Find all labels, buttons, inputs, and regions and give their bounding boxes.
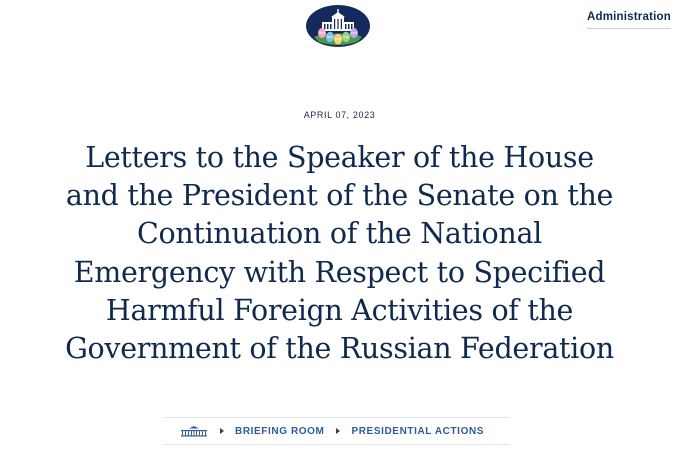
breadcrumb-home-link[interactable]: [180, 425, 208, 437]
caret-right-icon: [220, 428, 224, 434]
article-title-line: Continuation of the National: [137, 217, 542, 251]
white-house-easter-egg-logo-icon: [305, 4, 371, 48]
breadcrumb: [164, 417, 510, 445]
article-title: [0, 139, 679, 368]
breadcrumb-briefing-room-link[interactable]: BRIEFING ROOM: [235, 425, 325, 437]
article-title-line: Emergency with Respect to Specified: [73, 255, 606, 289]
nav-administration-link[interactable]: Administration: [587, 11, 671, 29]
article-title-line: Government of the Russian Federation: [65, 332, 614, 366]
caret-right-icon: [336, 428, 340, 434]
article-date: APRIL 07, 2023: [303, 110, 376, 120]
article-title-line: Letters to the Speaker of the House: [85, 141, 594, 174]
logo-link[interactable]: [305, 4, 371, 48]
article-title-line: Harmful Foreign Activities of the: [105, 293, 574, 327]
white-house-icon: [180, 425, 208, 437]
breadcrumb-presidential-actions-link[interactable]: PRESIDENTIAL ACTIONS: [351, 425, 485, 437]
article-title-line: and the President of the Senate on the: [65, 179, 614, 213]
